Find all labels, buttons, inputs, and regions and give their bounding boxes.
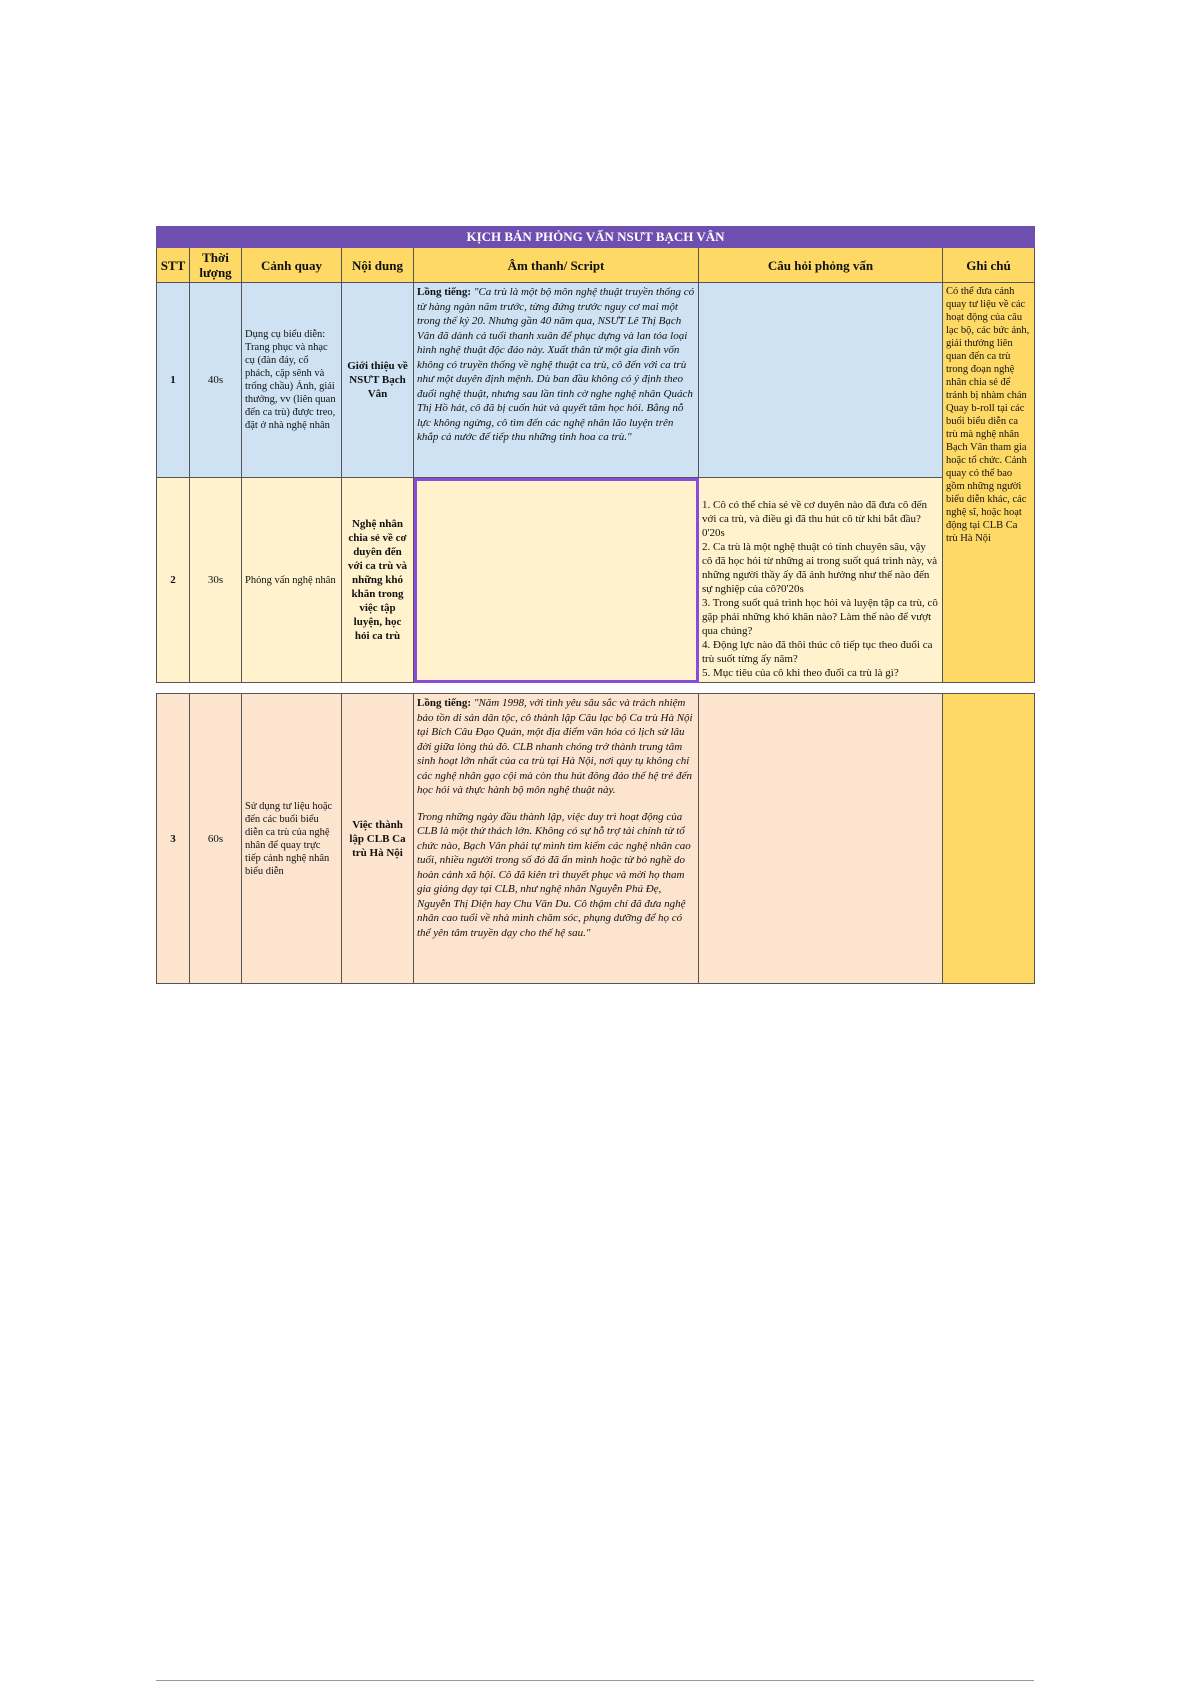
cell-questions[interactable]	[699, 478, 943, 683]
cell-questions[interactable]	[699, 694, 943, 984]
header-content: Nội dung	[342, 248, 414, 283]
cell-content[interactable]: Giới thiệu về NSƯT Bạch Vân	[342, 283, 414, 478]
cell-duration[interactable]: 40s	[190, 283, 242, 478]
table-row	[157, 694, 1035, 984]
script-table-sheet	[156, 226, 1034, 984]
header-row	[157, 248, 1035, 283]
cell-shot[interactable]: Dụng cụ biểu diễn: Trang phục và nhạc cụ (đàn đáy, cổ phách, cặp sênh và trống chầu) Ảnh, giải thưởng, vv (liên quan đến ca trù) được treo, đặt ở nhà nghệ nhân	[242, 283, 342, 478]
question-item: 1. Cô có thể chia sẻ về cơ duyên nào đã đưa cô đến với ca trù, và điều gì đã thu hút cô từ khi bắt đầu? 0'20s	[702, 499, 927, 539]
cell-stt[interactable]: 3	[157, 694, 190, 984]
header-duration: Thời lượng	[190, 248, 242, 283]
script-lead: Lồng tiếng:	[417, 697, 472, 709]
question-item: 3. Trong suốt quá trình học hỏi và luyện tập ca trù, cô gặp phải những khó khăn nào? Làm thế nào để vượt qua chúng?	[702, 597, 938, 637]
row-gap	[157, 683, 1035, 694]
question-item: 2. Ca trù là một nghệ thuật có tính chuyên sâu, vậy cô đã học hỏi từ những ai trong suốt quá trình này, và những người thầy ấy đã ảnh hưởng như thế nào đến sự nghiệp của cô?0'20s	[702, 541, 938, 595]
cell-duration[interactable]: 30s	[190, 478, 242, 683]
cell-shot[interactable]: Phỏng vấn nghệ nhân	[242, 478, 342, 683]
script-lead: Lồng tiếng:	[417, 286, 472, 298]
title-row	[157, 227, 1035, 248]
script-text-2: Trong những ngày đầu thành lập, việc duy trì hoạt động của CLB là một thử thách lớn. Không có sự hỗ trợ tài chính từ tổ chức nào, Bạch Vân phải tự mình tìm kiếm các nghệ nhân cao tuổi, nhiều người trong số đó đã ẩn mình hoặc từ bỏ nghề do hoàn cảnh xã hội. Cô đã kiên trì thuyết phục và mời họ tham gia giảng dạy tại CLB, như nghệ nhân Nguyễn Phú Đẹ, Nguyễn Thị Diện hay Chu Văn Du. Cô thậm chí đã đưa nghệ nhân cao tuổi về nhà mình chăm sóc, phụng dưỡng để họ có thể yên tâm truyền dạy cho thế hệ sau."	[417, 810, 691, 939]
cell-content[interactable]: Nghệ nhân chia sẻ về cơ duyên đến với ca trù và những khó khăn trong việc tập luyện, học hỏi ca trù	[342, 478, 414, 683]
cell-duration[interactable]: 60s	[190, 694, 242, 984]
table-row	[157, 283, 1035, 478]
cell-questions[interactable]	[699, 283, 943, 478]
cell-notes[interactable]: Có thể đưa cảnh quay tư liệu về các hoạt động của câu lạc bộ, các bức ảnh, giải thưởng liên quan đến ca trù trong đoạn nghệ nhân chia sẻ để tránh bị nhàm chán Quay b-roll tại các buổi biểu diễn ca trù mà nghệ nhân Bạch Vân tham gia hoặc tổ chức. Cảnh quay có thể bao gồm những người biểu diễn khác, các nghệ sĩ, hoặc hoạt động tại CLB Ca trù Hà Nội	[943, 283, 1035, 683]
page-footer-line	[156, 1680, 1034, 1681]
header-notes: Ghi chú	[943, 248, 1035, 283]
cell-script[interactable]	[414, 283, 699, 478]
header-script: Âm thanh/ Script	[414, 248, 699, 283]
cell-notes[interactable]	[943, 694, 1035, 984]
header-shot: Cảnh quay	[242, 248, 342, 283]
cell-shot[interactable]: Sử dụng tư liệu hoặc đến các buổi biểu diễn ca trù của nghệ nhân để quay trực tiếp cảnh nghệ nhân biểu diễn	[242, 694, 342, 984]
header-stt: STT	[157, 248, 190, 283]
cell-stt[interactable]: 1	[157, 283, 190, 478]
script-table	[156, 226, 1035, 984]
table-title: KỊCH BẢN PHỎNG VẤN NSƯT BẠCH VÂN	[157, 227, 1035, 248]
cell-script-selected[interactable]	[414, 478, 699, 683]
cell-script[interactable]	[414, 694, 699, 984]
cell-stt[interactable]: 2	[157, 478, 190, 683]
question-item: 4. Động lực nào đã thôi thúc cô tiếp tục theo đuổi ca trù suốt từng ấy năm?	[702, 639, 933, 665]
question-item: 5. Mục tiêu của cô khi theo đuổi ca trù là gì?	[702, 667, 899, 679]
table-row	[157, 478, 1035, 683]
header-questions: Câu hỏi phỏng vấn	[699, 248, 943, 283]
script-text: "Năm 1998, với tình yêu sâu sắc và trách nhiệm bảo tồn di sản dân tộc, cô thành lập Câu lạc bộ Ca trù Hà Nội tại Bích Câu Đạo Quán, một địa điểm văn hóa có lịch sử lâu đời giữa lòng thủ đô. CLB nhanh chóng trở thành trung tâm sinh hoạt lớn nhất của ca trù tại Hà Nội, nơi quy tụ không chỉ các nghệ nhân gạo cội mà còn thu hút đông đảo thế hệ trẻ đến học hỏi và thực hành bộ môn nghệ thuật này.	[417, 697, 693, 796]
script-text: "Ca trù là một bộ môn nghệ thuật truyền thống có từ hàng ngàn năm trước, từng đứng trước nguy cơ mai một trong thế kỷ 20. Nhưng gần 40 năm qua, NSƯT Lê Thị Bạch Vân đã dành cả tuổi thanh xuân để phục dựng và lan tỏa loại hình nghệ thuật độc đáo này. Xuất thân từ một gia đình vốn không có truyền thống về nghệ thuật ca trù, cô đến với ca trù như một duyên định mệnh. Dù ban đầu không có ý định theo đuổi nghệ thuật, nhưng sau lần tình cờ nghe nghệ nhân Quách Thị Hồ hát, cô đã bị cuốn hút và quyết tâm học hỏi. Bằng nỗ lực không ngừng, cô tìm đến các nghệ nhân lão luyện trên khắp cả nước để tiếp thu những tinh hoa ca trù."	[417, 286, 695, 443]
cell-content[interactable]: Việc thành lập CLB Ca trù Hà Nội	[342, 694, 414, 984]
